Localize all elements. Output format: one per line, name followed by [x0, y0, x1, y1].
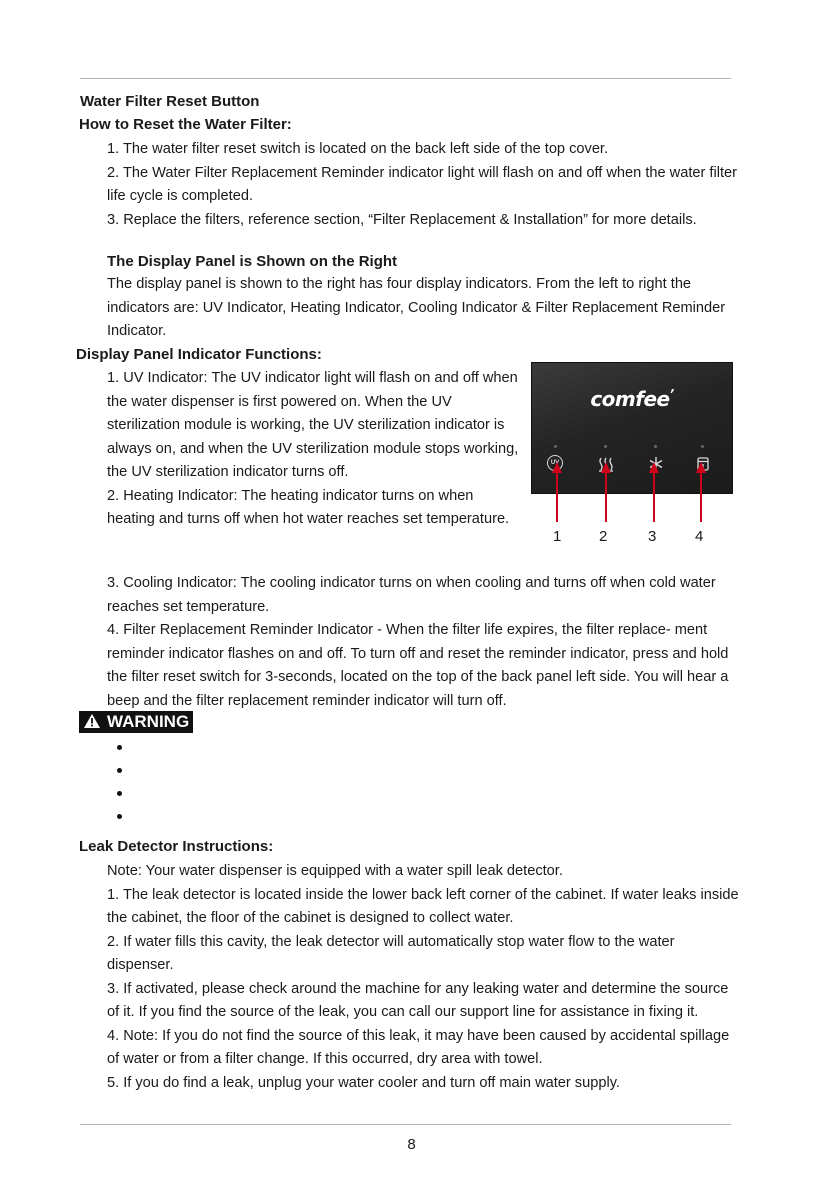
leak-detector-text: Note: Your water dispenser is equipped with a water spill leak detector. 1. The leak detector is located inside the lower back left corner of the cabinet. If water leaks inside the cabinet, the floor of the cabinet is designed to collect water. 2. If water fills this cavity, the leak detector will automatically stop water flow to the water dispenser. 3. If activated, please check around the machine for any leaking water and determine the source of it. If you find the source of the leak, you can call our support line for assistance in fixing it. 4. Note: If you do not find the source of this leak, it may have been caused by accidental spillage of water or from a filter change. If this occurred, dry area with towel. 5. If you do find a leak, unplug your water cooler and turn off main water supply.	[107, 863, 739, 1091]
arrow-1-line	[556, 472, 558, 522]
warning-bullet-3	[117, 791, 122, 796]
arrow-2-line	[605, 472, 607, 522]
top-rule	[80, 78, 731, 79]
leak-detector-heading: Leak Detector Instructions:	[79, 838, 274, 855]
uv-indicator-icon: UV	[547, 455, 565, 473]
warning-bullet-2	[117, 768, 122, 773]
warning-triangle-icon	[83, 711, 101, 733]
indicator-functions-text-narrow: 1. UV Indicator: The UV indicator light will flash on and off when the water dispenser is first powered on. When the UV sterilization module is working, the UV sterilization indicator is always on, and when the UV sterilization module stops working, the UV sterilization indicator turns off. 2. Heating Indicator: The heating indicator turns on when heating and turns off when hot water reaches set temperature.	[107, 370, 519, 527]
warning-badge	[79, 711, 193, 733]
uv-led-dot	[554, 445, 557, 448]
arrow-4-line	[700, 472, 702, 522]
bottom-rule	[80, 1124, 731, 1125]
arrow-3-line	[653, 472, 655, 522]
brand-logo: comfee’	[590, 387, 674, 411]
filter-led-dot	[701, 445, 704, 448]
page-number: 8	[407, 1136, 416, 1153]
how-to-reset-heading: How to Reset the Water Filter:	[79, 116, 292, 133]
indicator-number-2: 2	[599, 528, 608, 545]
heating-led-dot	[604, 445, 607, 448]
warning-label: WARNING	[107, 712, 190, 731]
indicator-functions-text-wide: 3. Cooling Indicator: The cooling indicator turns on when cooling and turns off when cold water reaches set temperature. 4. Filter Replacement Reminder Indicator - When the filter life expires, the filter replace- ment reminder indicator flashes on and off. To turn off and reset the reminder indicator, press and hold the filter reset switch for 3-seconds, located on the top of the back panel left side. You will hear a beep and the filter replacement reminder indicator will turn off.	[107, 575, 729, 709]
display-panel-image	[531, 362, 733, 494]
warning-bullet-4	[117, 814, 122, 819]
filter-reset-heading: Water Filter Reset Button	[80, 93, 260, 110]
filter-reset-steps: 1. The water filter reset switch is located on the back left side of the top cover. 2. The Water Filter Replacement Reminder indicator light will flash on and off when the water filter life cycle is completed. 3. Replace the filters, reference section, “Filter Replacement & Installation” for more details.	[107, 141, 737, 228]
display-panel-text: The display panel is shown to the right has four display indicators. From the left to right the indicators are: UV Indicator, Heating Indicator, Cooling Indicator & Filter Replacement Reminder Indicator.	[107, 276, 726, 339]
indicator-number-4: 4	[695, 528, 704, 545]
indicator-functions-heading: Display Panel Indicator Functions:	[76, 346, 322, 363]
warning-bullet-1	[117, 745, 122, 750]
indicator-number-1: 1	[553, 528, 562, 545]
cooling-led-dot	[654, 445, 657, 448]
display-panel-heading: The Display Panel is Shown on the Right	[107, 253, 398, 270]
indicator-number-3: 3	[648, 528, 657, 545]
